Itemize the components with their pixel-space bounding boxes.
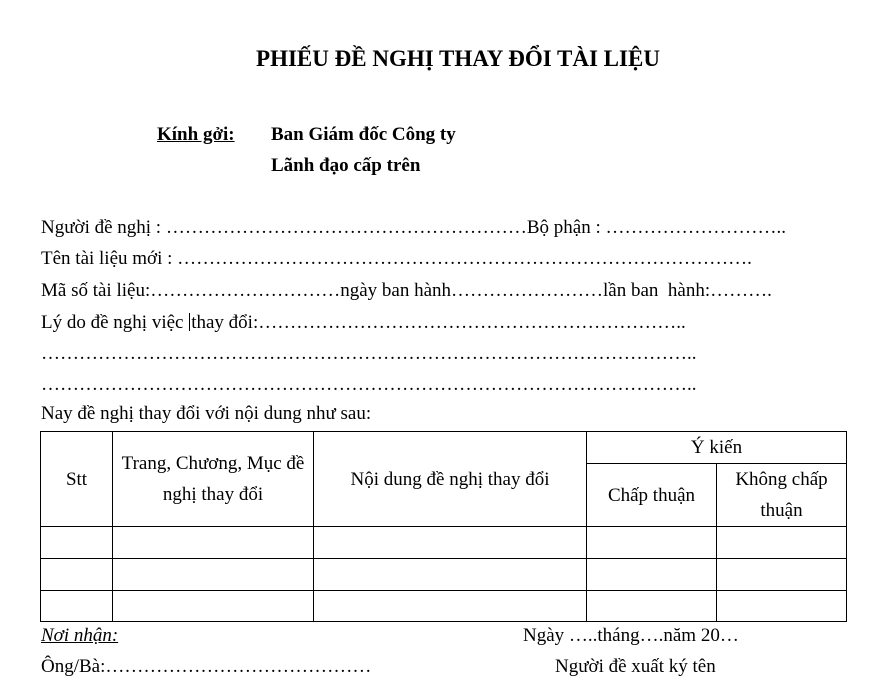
change-request-table (40, 431, 847, 622)
reason-continuation-2[interactable]: ………………………………………………………………………………………….. (41, 374, 697, 395)
addressee-label: Kính gởi: (157, 124, 235, 145)
header-opinion: Ý kiến (587, 432, 847, 464)
page-title: PHIẾU ĐỀ NGHỊ THAY ĐỔI TÀI LIỆU (256, 46, 660, 71)
requester-line[interactable]: Người đề nghị : …………………………………………………Bộ phận : ……………………….. (41, 217, 786, 238)
header-stt: Stt (41, 432, 113, 527)
table-cell[interactable] (41, 591, 113, 622)
addressee-line1: Ban Giám đốc Công ty (271, 124, 456, 145)
table-cell[interactable] (717, 527, 847, 559)
table-cell[interactable] (314, 559, 587, 591)
header-content: Nội dung đề nghị thay đổi (314, 432, 587, 527)
new-doc-name-line[interactable]: Tên tài liệu mới : ………………………………………………………………………………. (41, 248, 752, 269)
table-cell[interactable] (41, 559, 113, 591)
recipient-person-line[interactable]: Ông/Bà:…………………………………… (41, 656, 372, 677)
header-reject: Không chấp thuận (717, 464, 847, 527)
table-cell[interactable] (587, 527, 717, 559)
table-cell[interactable] (113, 591, 314, 622)
table-cell[interactable] (717, 591, 847, 622)
header-section: Trang, Chương, Mục đề nghị thay đổi (113, 432, 314, 527)
table-row (41, 559, 847, 591)
addressee-line2: Lãnh đạo cấp trên (271, 155, 421, 176)
table-cell[interactable] (314, 527, 587, 559)
signature-label: Người đề xuất ký tên (555, 656, 716, 677)
recipient-label: Nơi nhận: (41, 625, 119, 646)
table-cell[interactable] (314, 591, 587, 622)
reason-continuation-1[interactable]: ………………………………………………………………………………………….. (41, 343, 697, 364)
table-row (41, 527, 847, 559)
table-cell[interactable] (587, 591, 717, 622)
table-cell[interactable] (717, 559, 847, 591)
table-row (41, 591, 847, 622)
table-cell[interactable] (587, 559, 717, 591)
doc-code-line[interactable]: Mã số tài liệu:…………………………ngày ban hành……………………lần ban hành:………. (41, 280, 772, 301)
table-cell[interactable] (41, 527, 113, 559)
table-cell[interactable] (113, 559, 314, 591)
date-line[interactable]: Ngày …..tháng….năm 20… (523, 625, 739, 646)
reason-line[interactable] (41, 312, 686, 334)
table-intro: Nay đề nghị thay đổi với nội dung như sau: (41, 403, 372, 424)
table-cell[interactable] (113, 527, 314, 559)
reason-label: Lý do đề nghị việc (41, 312, 189, 333)
reason-dots: thay đổi:………………………………………………………….. (191, 312, 686, 333)
header-approve: Chấp thuận (587, 464, 717, 527)
